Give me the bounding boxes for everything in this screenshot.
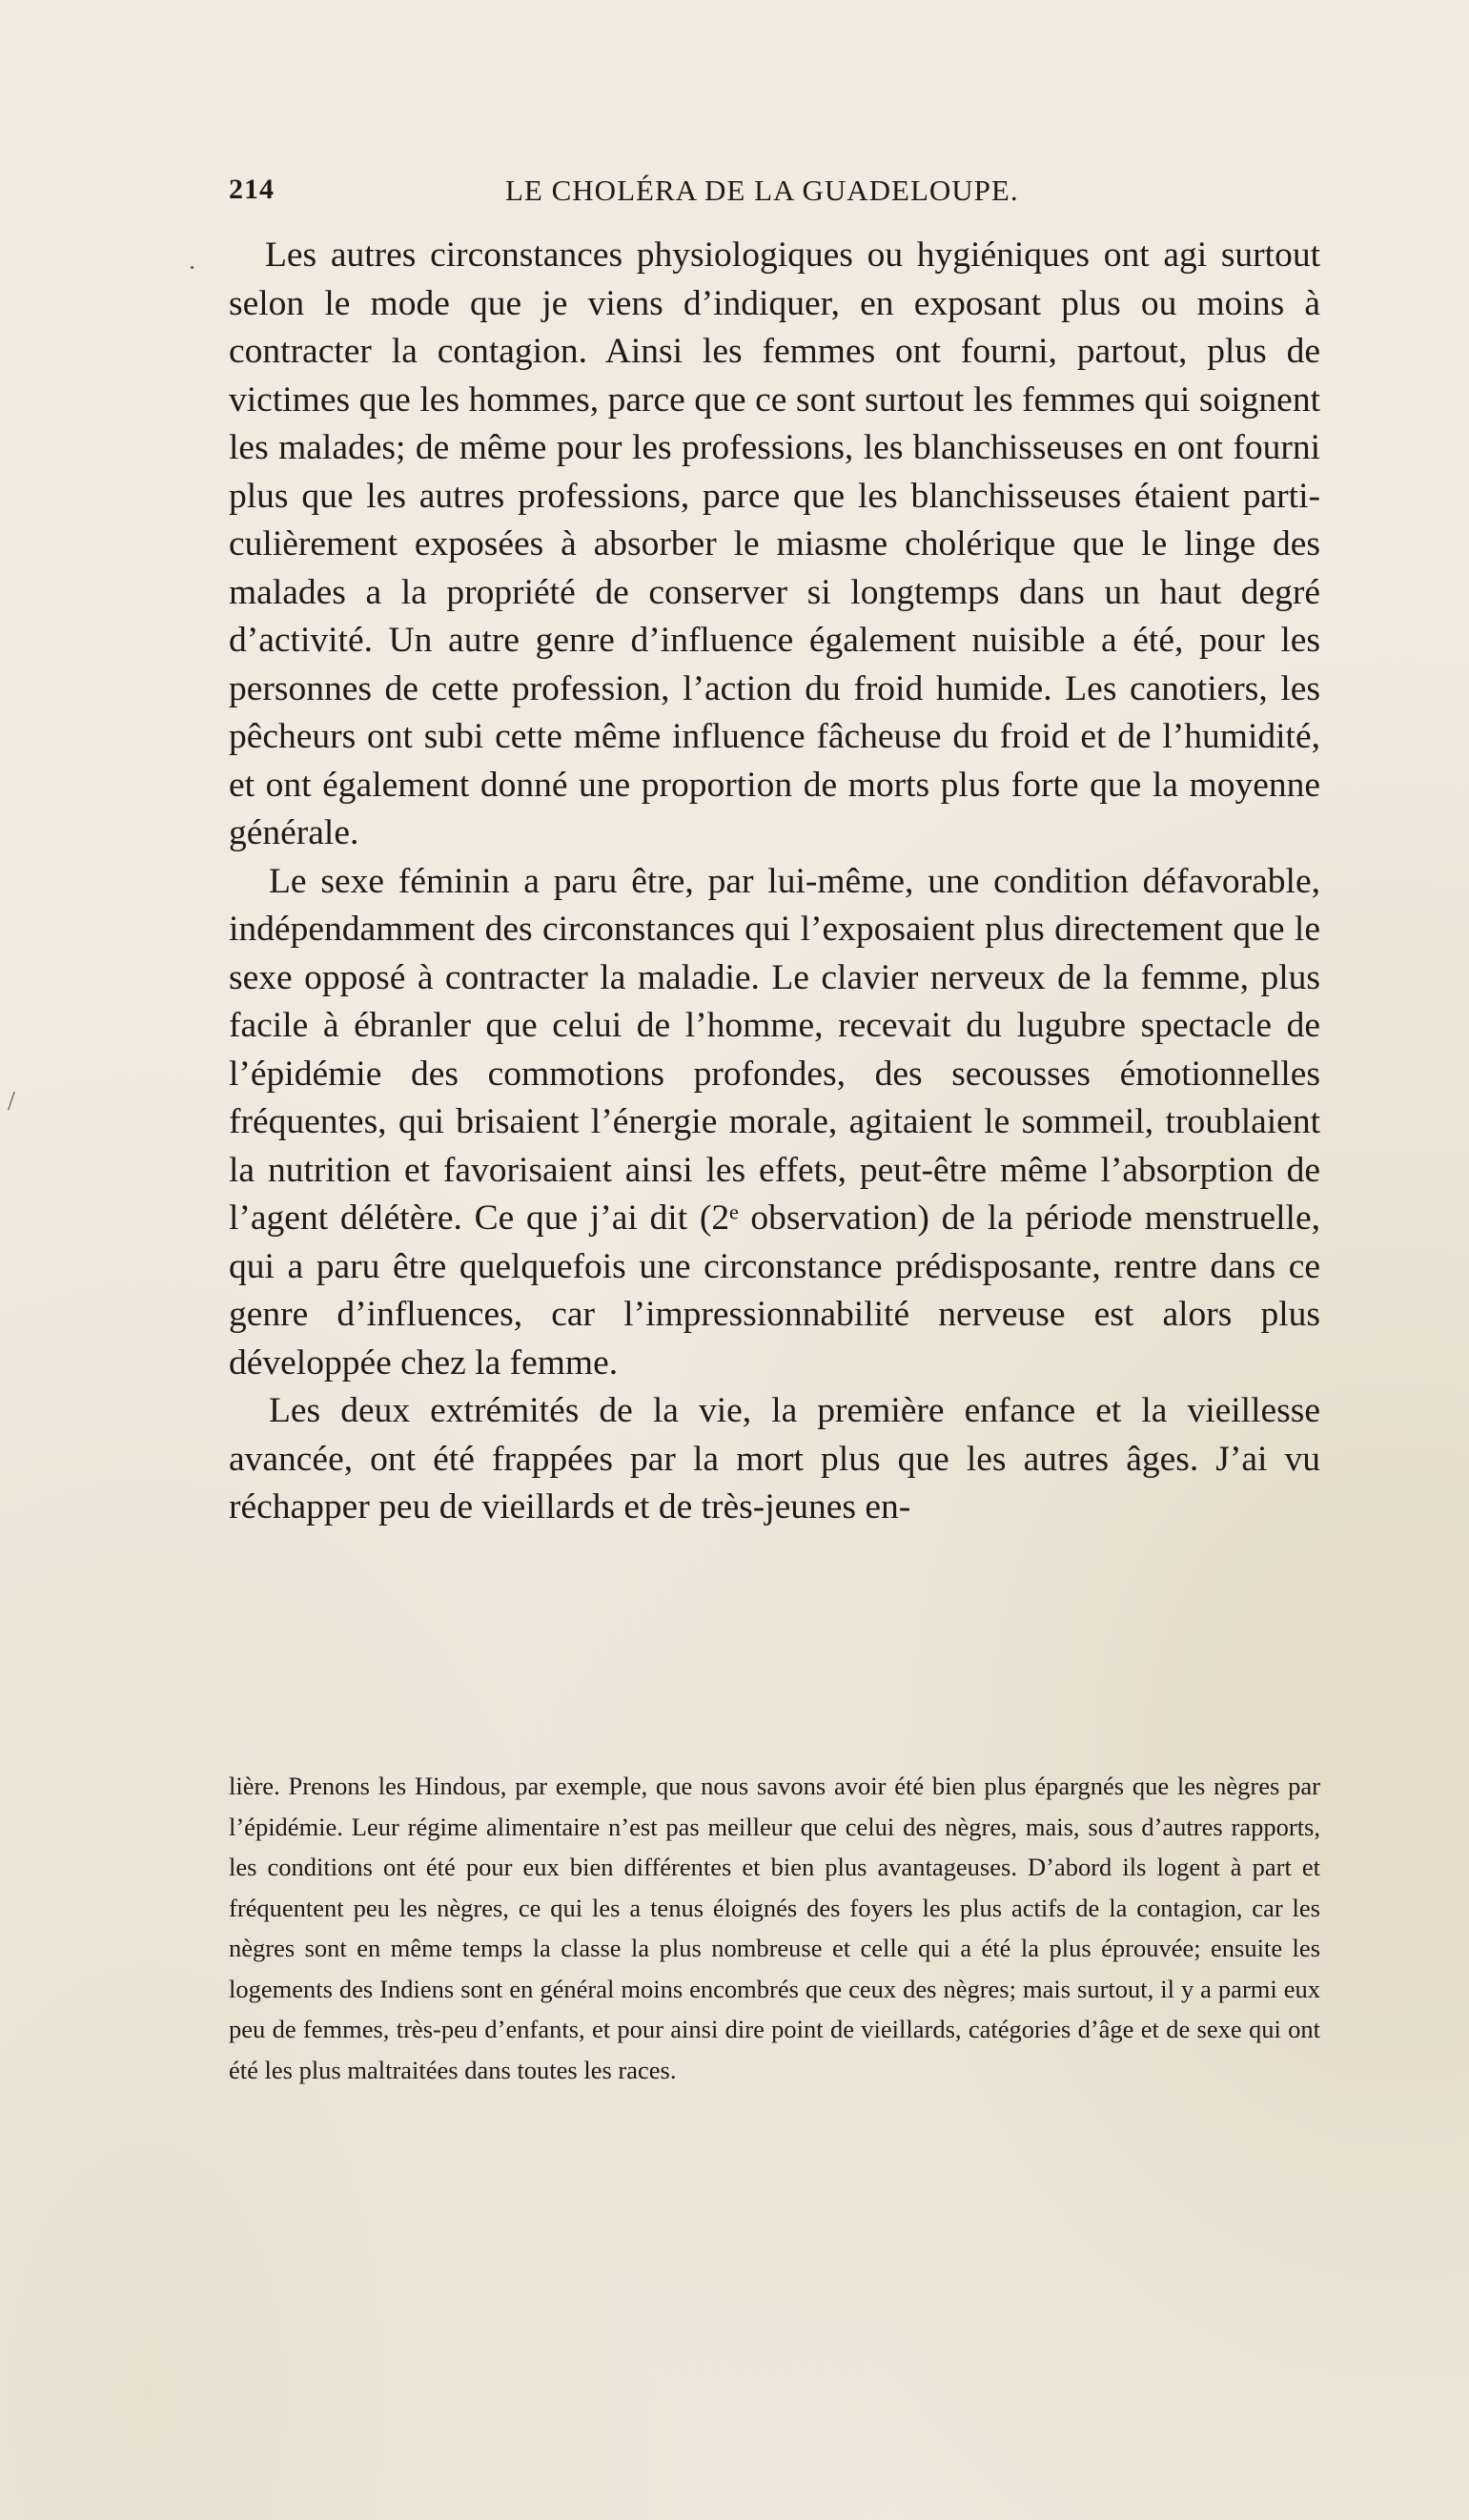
page-number: 214 xyxy=(229,174,275,205)
running-title: LE CHOLÉRA DE LA GUADELOUPE. xyxy=(505,174,1019,207)
paragraph: Le sexe féminin a paru être, par lui-même, une condition défavorable, indépendamment des circonstances qui l’exposaient plus directement que le sexe opposé à contracter la maladie. Le clavier nerveux de la femme, plus facile à ébranler que celui de l’homme, recevait du lugubre spectacle de l’épidémie des commotions profondes, des secousses émotionnelles fréquentes, qui brisaient l’énergie morale, agitaient le sommeil, troublaient la nutrition et favorisaient ainsi les effets, peut-être même l’absorption de l’agent délétère. Ce que j’ai dit (2ᵉ observation) de la période menstruelle, qui a paru être quelquefois une circonstance prédisposante, rentre dans ce genre d’influences, car l’impressionnabilité nerveuse est alors plus développée chez la femme. xyxy=(229,861,1320,1383)
paragraph: Les autres circonstances physiologiques ou hygiéniques ont agi surtout selon le mode que je viens d’indiquer, en exposant plus ou moins à contracter la contagion. Ainsi les femmes ont fourni, partout, plus de victimes que les hommes, parce que ce sont surtout les femmes qui soignent les malades; de même pour les professions, les blanchisseuses en ont fourni plus que les autres professions, parce que les blanchisseuses étaient particulièrement exposées à absorber le miasme cholérique que le linge des malades a la propriété de conserver si longtemps dans un haut degré d’activité. Un autre genre d’influence également nuisible a été, pour les personnes de cette profession, l’action du froid humide. Les canotiers, les pêcheurs ont subi cette même influence fâcheuse du froid et de l’humidité, et ont également donné une proportion de morts plus forte que la moyenne générale. xyxy=(229,236,1320,852)
page-header xyxy=(229,174,1320,221)
footnote-text: lière. Prenons les Hindous, par exemple, que nous savons avoir été bien plus épargnés que les nègres par l’épidémie. Leur régime alimentaire n’est pas meilleur que celui des nègres, mais, sous d’autres rapports, les conditions ont été pour eux bien différentes et bien plus avantageuses. D’abord ils logent à part et fréquentent peu les nègres, ce qui les a tenus éloignés des foyers les plus actifs de la contagion, car les nègres sont en même temps la classe la plus nombreuse et celle qui a été la plus éprouvée; ensuite les logements des Indiens sont en général moins encombrés que ceux des nègres; mais surtout, il y a parmi eux peu de femmes, très-peu d’enfants, et pour ainsi dire point de vieillards, catégories d’âge et de sexe qui ont été les plus maltraitées dans toutes les races. xyxy=(229,1772,1320,2084)
footnote xyxy=(229,1766,1320,2090)
margin-dot: . xyxy=(189,246,195,276)
paragraph: Les deux extrémités de la vie, la première enfance et la vieillesse avancée, ont été frappées par la mort plus que les autres âges. J’ai vu réchapper peu de vieillards et de très-jeunes en- xyxy=(229,1391,1320,1526)
margin-mark: / xyxy=(8,1087,15,1117)
main-text xyxy=(229,232,1320,1532)
